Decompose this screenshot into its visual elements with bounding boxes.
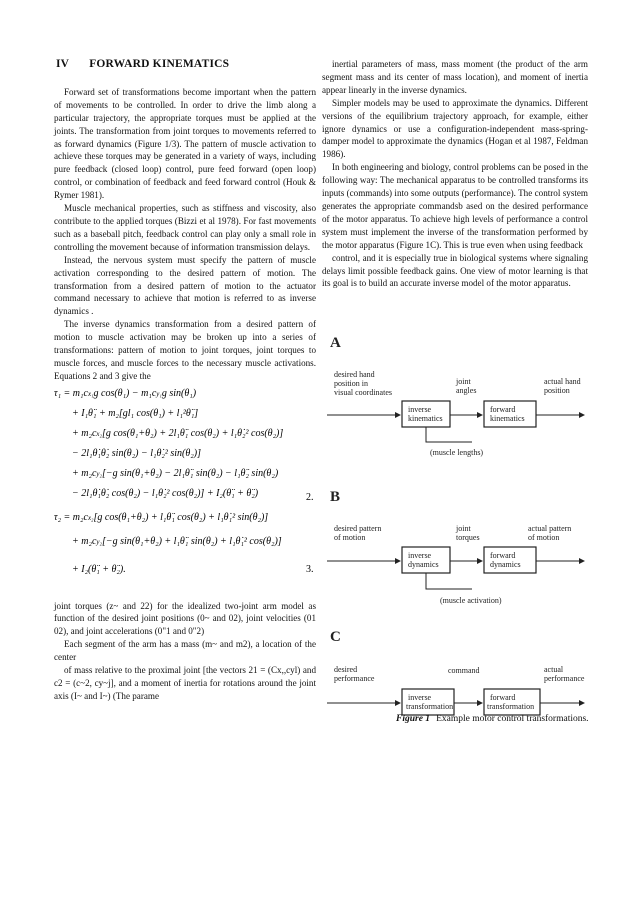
- panel-input-label: desired hand: [334, 370, 375, 379]
- svg-text:+ I₂(θ̈₁ + θ̈₂).: + I₂(θ̈₁ + θ̈₂).: [72, 563, 126, 575]
- left-column: [54, 58, 316, 703]
- panel-mid-label: joint: [456, 524, 471, 533]
- paragraph: In both engineering and biology, control problems can be posed in the following way: The mechanical apparatus to be controlled transforms its inputs (commands) into some outputs (performance). The control system generates the appropriate commandsb ased on the desired performance of the motor apparatus. To achieve high levels of performance a control system must implement the inverse of the transformation performed by the motor apparatus (Figure 1C). This is true even when using feedback: [322, 162, 588, 250]
- panel-letter: B: [330, 489, 341, 505]
- panel-input-label: of motion: [334, 533, 366, 542]
- svg-text:+ m₂cx₂[g cos(θ₁+θ₂) + 2l₁θ̈₁: + m₂cx₂[g cos(θ₁+θ₂) + 2l₁θ̈₁ cos(θ₂) + l₁θ̇₂² cos(θ₂)]: [72, 427, 284, 439]
- svg-text:+ I₁θ̈₁ + m₂[gl₁ cos(θ₁) + l₁²: + I₁θ̈₁ + m₂[gl₁ cos(θ₁) + l₁²θ̈₁]: [72, 407, 199, 419]
- equation-number: 3.: [306, 563, 314, 575]
- panel-input-label: desired: [334, 665, 358, 674]
- right-column: [322, 58, 588, 290]
- panel-input-label: desired pattern: [334, 524, 382, 533]
- paragraph: Muscle mechanical properties, such as stiffness and viscosity, also contribute to the applied torques (Bizzi et al 1978). For fast movements such as a baseball pitch, feedback control can play only a small role in controlling the movement because of information transmission delays.: [54, 203, 316, 252]
- panel-output-label: of motion: [528, 533, 560, 542]
- block-label: forward: [490, 693, 516, 702]
- paragraph: Simpler models may be used to approximate the dynamics. Different versions of the equilibrium trajectory approach, for example, either ignore dynamics or use a configuration-independent mass-spring-damper model to approximate the dynamics (Hogan et al 1987, Feldman 1986).: [322, 97, 588, 160]
- block-label: inverse: [408, 405, 432, 414]
- block-label: transformation: [406, 702, 454, 711]
- svg-text:− 2l₁θ̇₁θ̇₂ cos(θ₂) − l₁θ̇₂² c: − 2l₁θ̇₁θ̇₂ cos(θ₂) − l₁θ̇₂² cos(θ₂)] + I₂(θ̈₁ + θ̈₂): [72, 487, 259, 499]
- paragraph: control, and it is especially true in biological systems where signaling delays limit possible feedback gains. One view of motor learning is that its goal is to build an accurate inverse model of the motor apparatus.: [322, 252, 588, 289]
- svg-text:τ₂ = m₂cx₂[g cos(θ₁+θ₂) + l₁θ̈: τ₂ = m₂cx₂[g cos(θ₁+θ₂) + l₁θ̈₁ cos(θ₂) + l₁θ̇₁² sin(θ₂)]: [54, 511, 269, 523]
- figure-panel-a: [327, 335, 584, 457]
- figure-panel-c: [327, 629, 585, 715]
- panel-input-label: position in: [334, 379, 369, 388]
- paragraph: The inverse dynamics transformation from a desired pattern of motion to muscle activation may be broken up into a series of transformations: pattern of motion to joint torques, joint torques to muscle forces, and muscle forces to the necessary muscle activations. Equations 2 and 3 give the: [54, 319, 316, 381]
- panel-mid-label: command: [448, 666, 480, 675]
- block-label: kinematics: [408, 414, 443, 423]
- paragraph: joint torques (z~ and 22) for the idealized two-joint arm model as function of the desired joint positions (0~ and 02), joint velocities (01 02), and joint accelerations (0"1 and 0"2): [54, 600, 316, 637]
- section-title: FORWARD KINEMATICS: [89, 58, 230, 70]
- panel-mid-label: joint: [456, 377, 471, 386]
- block-label: forward: [490, 551, 516, 560]
- panel-mid-label: torques: [456, 533, 480, 542]
- equation-number: 2.: [306, 491, 314, 503]
- block-label: dynamics: [490, 560, 521, 569]
- figure-1: [322, 327, 588, 727]
- feedback-label: (muscle activation): [440, 596, 502, 605]
- section-heading: [56, 58, 316, 71]
- paragraph: Each segment of the arm has a mass (m~ and m2), a location of the center: [54, 639, 316, 663]
- svg-text:τ₁ = m₁cx₁g cos(θ₁) − m₁cy₁g s: τ₁ = m₁cx₁g cos(θ₁) − m₁cy₁g sin(θ₁): [54, 387, 197, 399]
- svg-text:+ m₂cy₂[−g sin(θ₁+θ₂) − 2l₁θ̈₁: + m₂cy₂[−g sin(θ₁+θ₂) − 2l₁θ̈₁ sin(θ₂) − l₁θ̈₂ sin(θ₂): [72, 467, 279, 479]
- block-label: inverse: [408, 693, 432, 702]
- panel-output-label: actual hand: [544, 377, 581, 386]
- panel-output-label: actual pattern: [528, 524, 572, 533]
- svg-text:+ m₂cy₂[−g sin(θ₁+θ₂) + l₁θ̈₁: + m₂cy₂[−g sin(θ₁+θ₂) + l₁θ̈₁ sin(θ₂) + l₁θ̇₁² cos(θ₂)]: [72, 535, 282, 547]
- panel-input-label: performance: [334, 674, 375, 683]
- caption-text: Example motor control transformations.: [436, 714, 589, 724]
- equation-2: [54, 386, 316, 596]
- panel-input-label: visual coordinates: [334, 388, 392, 397]
- block-label: forward: [490, 405, 516, 414]
- paragraph: of mass relative to the proximal joint [the vectors 21 = (Cx,,cyl) and c2 = (c~2, cy~j], and a moment of inertia for rotations around the joint axis (I~ and I~) (The parame: [54, 665, 316, 701]
- block-label: transformation: [487, 702, 535, 711]
- panel-letter: A: [330, 335, 341, 351]
- paragraph: inertial parameters of mass, mass moment (the product of the arm segment mass and its center of mass location), and moment of inertia appear linearly in the inverse dynamics.: [322, 59, 588, 95]
- svg-text:− 2l₁θ̇₁θ̇₂ sin(θ₂) − l₁θ̇₂² s: − 2l₁θ̇₁θ̇₂ sin(θ₂) − l₁θ̇₂² sin(θ₂)]: [72, 447, 201, 459]
- figure-panel-b: [327, 489, 584, 605]
- figure-label: Figure 1: [396, 714, 431, 724]
- section-number: IV: [56, 58, 70, 70]
- figure-caption: [396, 714, 589, 724]
- panel-letter: C: [330, 629, 341, 645]
- feedback-label: (muscle lengths): [430, 448, 484, 457]
- panel-mid-label: angles: [456, 386, 477, 395]
- panel-output-label: position: [544, 386, 570, 395]
- paragraph: Instead, the nervous system must specify the pattern of muscle activation corresponding to the desired pattern of motion. The transformation from a desired pattern of motion to the actuator command necessary to achieve that motion is referred to as inverse dynamics .: [54, 254, 316, 317]
- block-label: inverse: [408, 551, 432, 560]
- paragraph: Forward set of transformations become important when the pattern of movements to be controlled. In order to drive the limb along a particular trajectory, the appropriate torques must be applied at the joints. The transformation from joint torques to movements referred to as forward dynamics (Figure 1/3). The pattern of muscle activation to achieve these torques may be generated in a variety of ways, including pure feedback (closed loop) control, pure feed forward (open loop) control, or combination of feedback and feed forward control (Houk & Rymer 1981).: [54, 86, 316, 201]
- block-label: dynamics: [408, 560, 439, 569]
- panel-output-label: performance: [544, 674, 585, 683]
- block-label: kinematics: [490, 414, 525, 423]
- panel-output-label: actual: [544, 665, 564, 674]
